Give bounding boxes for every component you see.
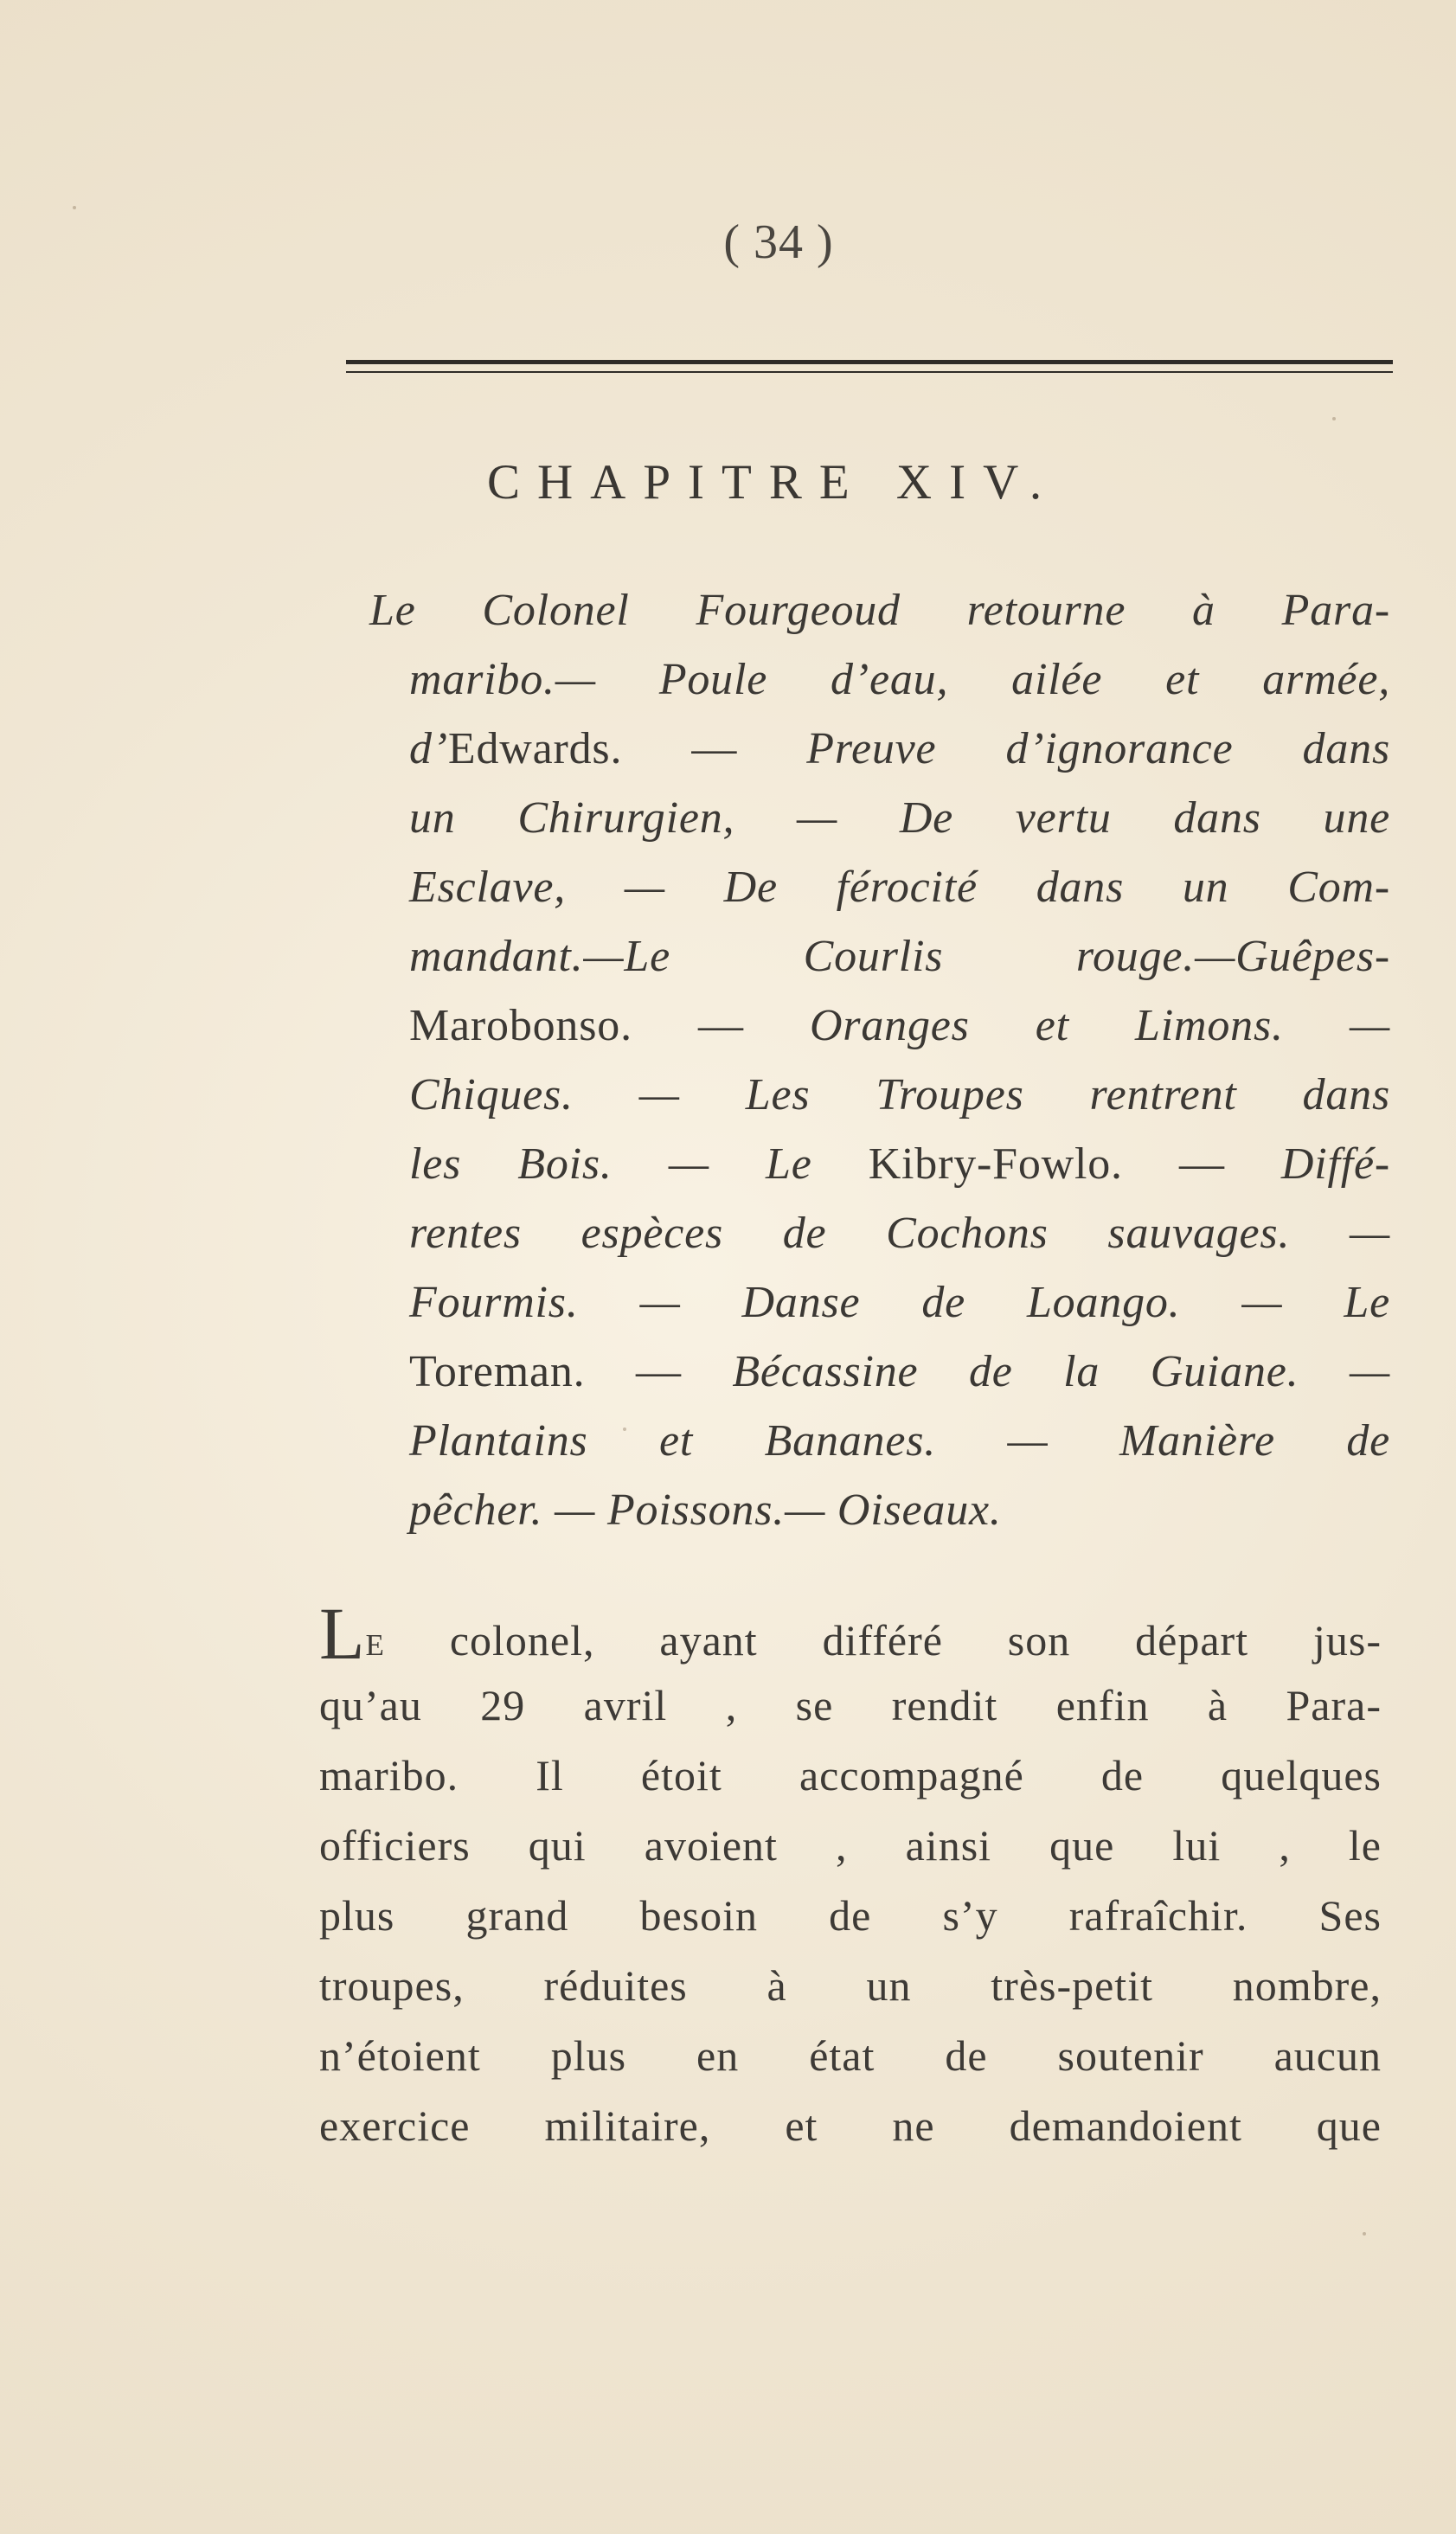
body-line xyxy=(319,1951,1382,2021)
summary-text: Le Colonel Fourgeoud retourne à Para- xyxy=(369,586,1390,635)
body-text-fragment: e xyxy=(365,1616,385,1665)
body-text-fragment: exercice militaire, et ne demandoient que xyxy=(319,2101,1382,2150)
body-text-fragment: colonel, ayant différé son départ jus- xyxy=(384,1616,1382,1665)
body-line xyxy=(319,1671,1382,1741)
body-text-fragment: plus grand besoin de s’y rafraîchir. Ses xyxy=(319,1891,1382,1940)
summary-text: d’ xyxy=(409,724,448,773)
body-line xyxy=(319,1881,1382,1951)
summary-text: Oranges et Limons. — xyxy=(809,1001,1390,1050)
summary-line xyxy=(369,1268,1390,1338)
drop-cap: L xyxy=(319,1592,366,1675)
body-line xyxy=(319,1811,1382,1881)
summary-line xyxy=(369,991,1390,1061)
summary-text: Marobonso. — xyxy=(409,1001,810,1050)
paper-speck xyxy=(1332,417,1336,420)
chapter-summary xyxy=(369,576,1390,1545)
body-line xyxy=(319,2091,1382,2161)
top-rule-secondary xyxy=(346,371,1393,373)
summary-line xyxy=(369,1338,1390,1407)
summary-line xyxy=(369,853,1390,922)
summary-text: Chiques. — Les Troupes rentrent dans xyxy=(409,1070,1390,1119)
summary-text: les Bois. — Le xyxy=(409,1139,869,1189)
summary-line xyxy=(369,1061,1390,1130)
summary-line xyxy=(369,784,1390,853)
body-line xyxy=(319,2021,1382,2091)
body-text-fragment: maribo. Il étoit accompagné de quelques xyxy=(319,1751,1382,1799)
summary-text: Kibry-Fowlo. — xyxy=(868,1139,1225,1189)
body-text-fragment: qu’au 29 avril , se rendit enfin à Para- xyxy=(319,1681,1382,1729)
body-line xyxy=(319,1592,1382,1675)
chapter-title: CHAPITRE XIV. xyxy=(487,455,1060,510)
summary-text: Preuve d’ignorance dans xyxy=(737,724,1390,773)
body-text-fragment: officiers qui avoient , ainsi que lui , le xyxy=(319,1821,1382,1870)
paper-speck xyxy=(73,206,76,209)
summary-line xyxy=(369,1407,1390,1476)
summary-text: maribo.— Poule d’eau, ailée et armée, xyxy=(409,655,1390,704)
summary-line xyxy=(369,922,1390,991)
top-rule xyxy=(346,360,1393,364)
summary-text: pêcher. — Poissons.— Oiseaux. xyxy=(409,1485,1002,1535)
summary-text: rentes espèces de Cochons sauvages. — xyxy=(409,1209,1390,1258)
summary-text: Diffé- xyxy=(1224,1139,1390,1189)
body-line xyxy=(319,1741,1382,1811)
body-text-fragment: troupes, réduites à un très-petit nombre, xyxy=(319,1961,1382,2010)
summary-text: un Chirurgien, — De vertu dans une xyxy=(409,793,1390,843)
summary-line xyxy=(369,1130,1390,1199)
summary-text: Esclave, — De férocité dans un Com- xyxy=(409,863,1390,912)
paper-speck xyxy=(1363,2232,1366,2236)
summary-text: Bécassine de la Guiane. — xyxy=(732,1347,1390,1396)
summary-line xyxy=(369,1476,1390,1545)
body-text xyxy=(319,1592,1382,2161)
summary-text: Edwards. — xyxy=(447,724,738,773)
summary-text: Toreman. — xyxy=(409,1347,733,1396)
summary-text: Fourmis. — Danse de Loango. — Le xyxy=(409,1278,1390,1327)
summary-line xyxy=(369,576,1390,645)
summary-line xyxy=(369,1199,1390,1268)
body-text-fragment: n’étoient plus en état de soutenir aucun xyxy=(319,2031,1382,2080)
summary-line xyxy=(369,715,1390,784)
summary-text: mandant.—Le Courlis rouge.—Guêpes- xyxy=(409,932,1390,981)
summary-text: Plantains et Bananes. — Manière de xyxy=(409,1416,1390,1466)
page-number: ( 34 ) xyxy=(723,215,834,269)
summary-line xyxy=(369,645,1390,715)
